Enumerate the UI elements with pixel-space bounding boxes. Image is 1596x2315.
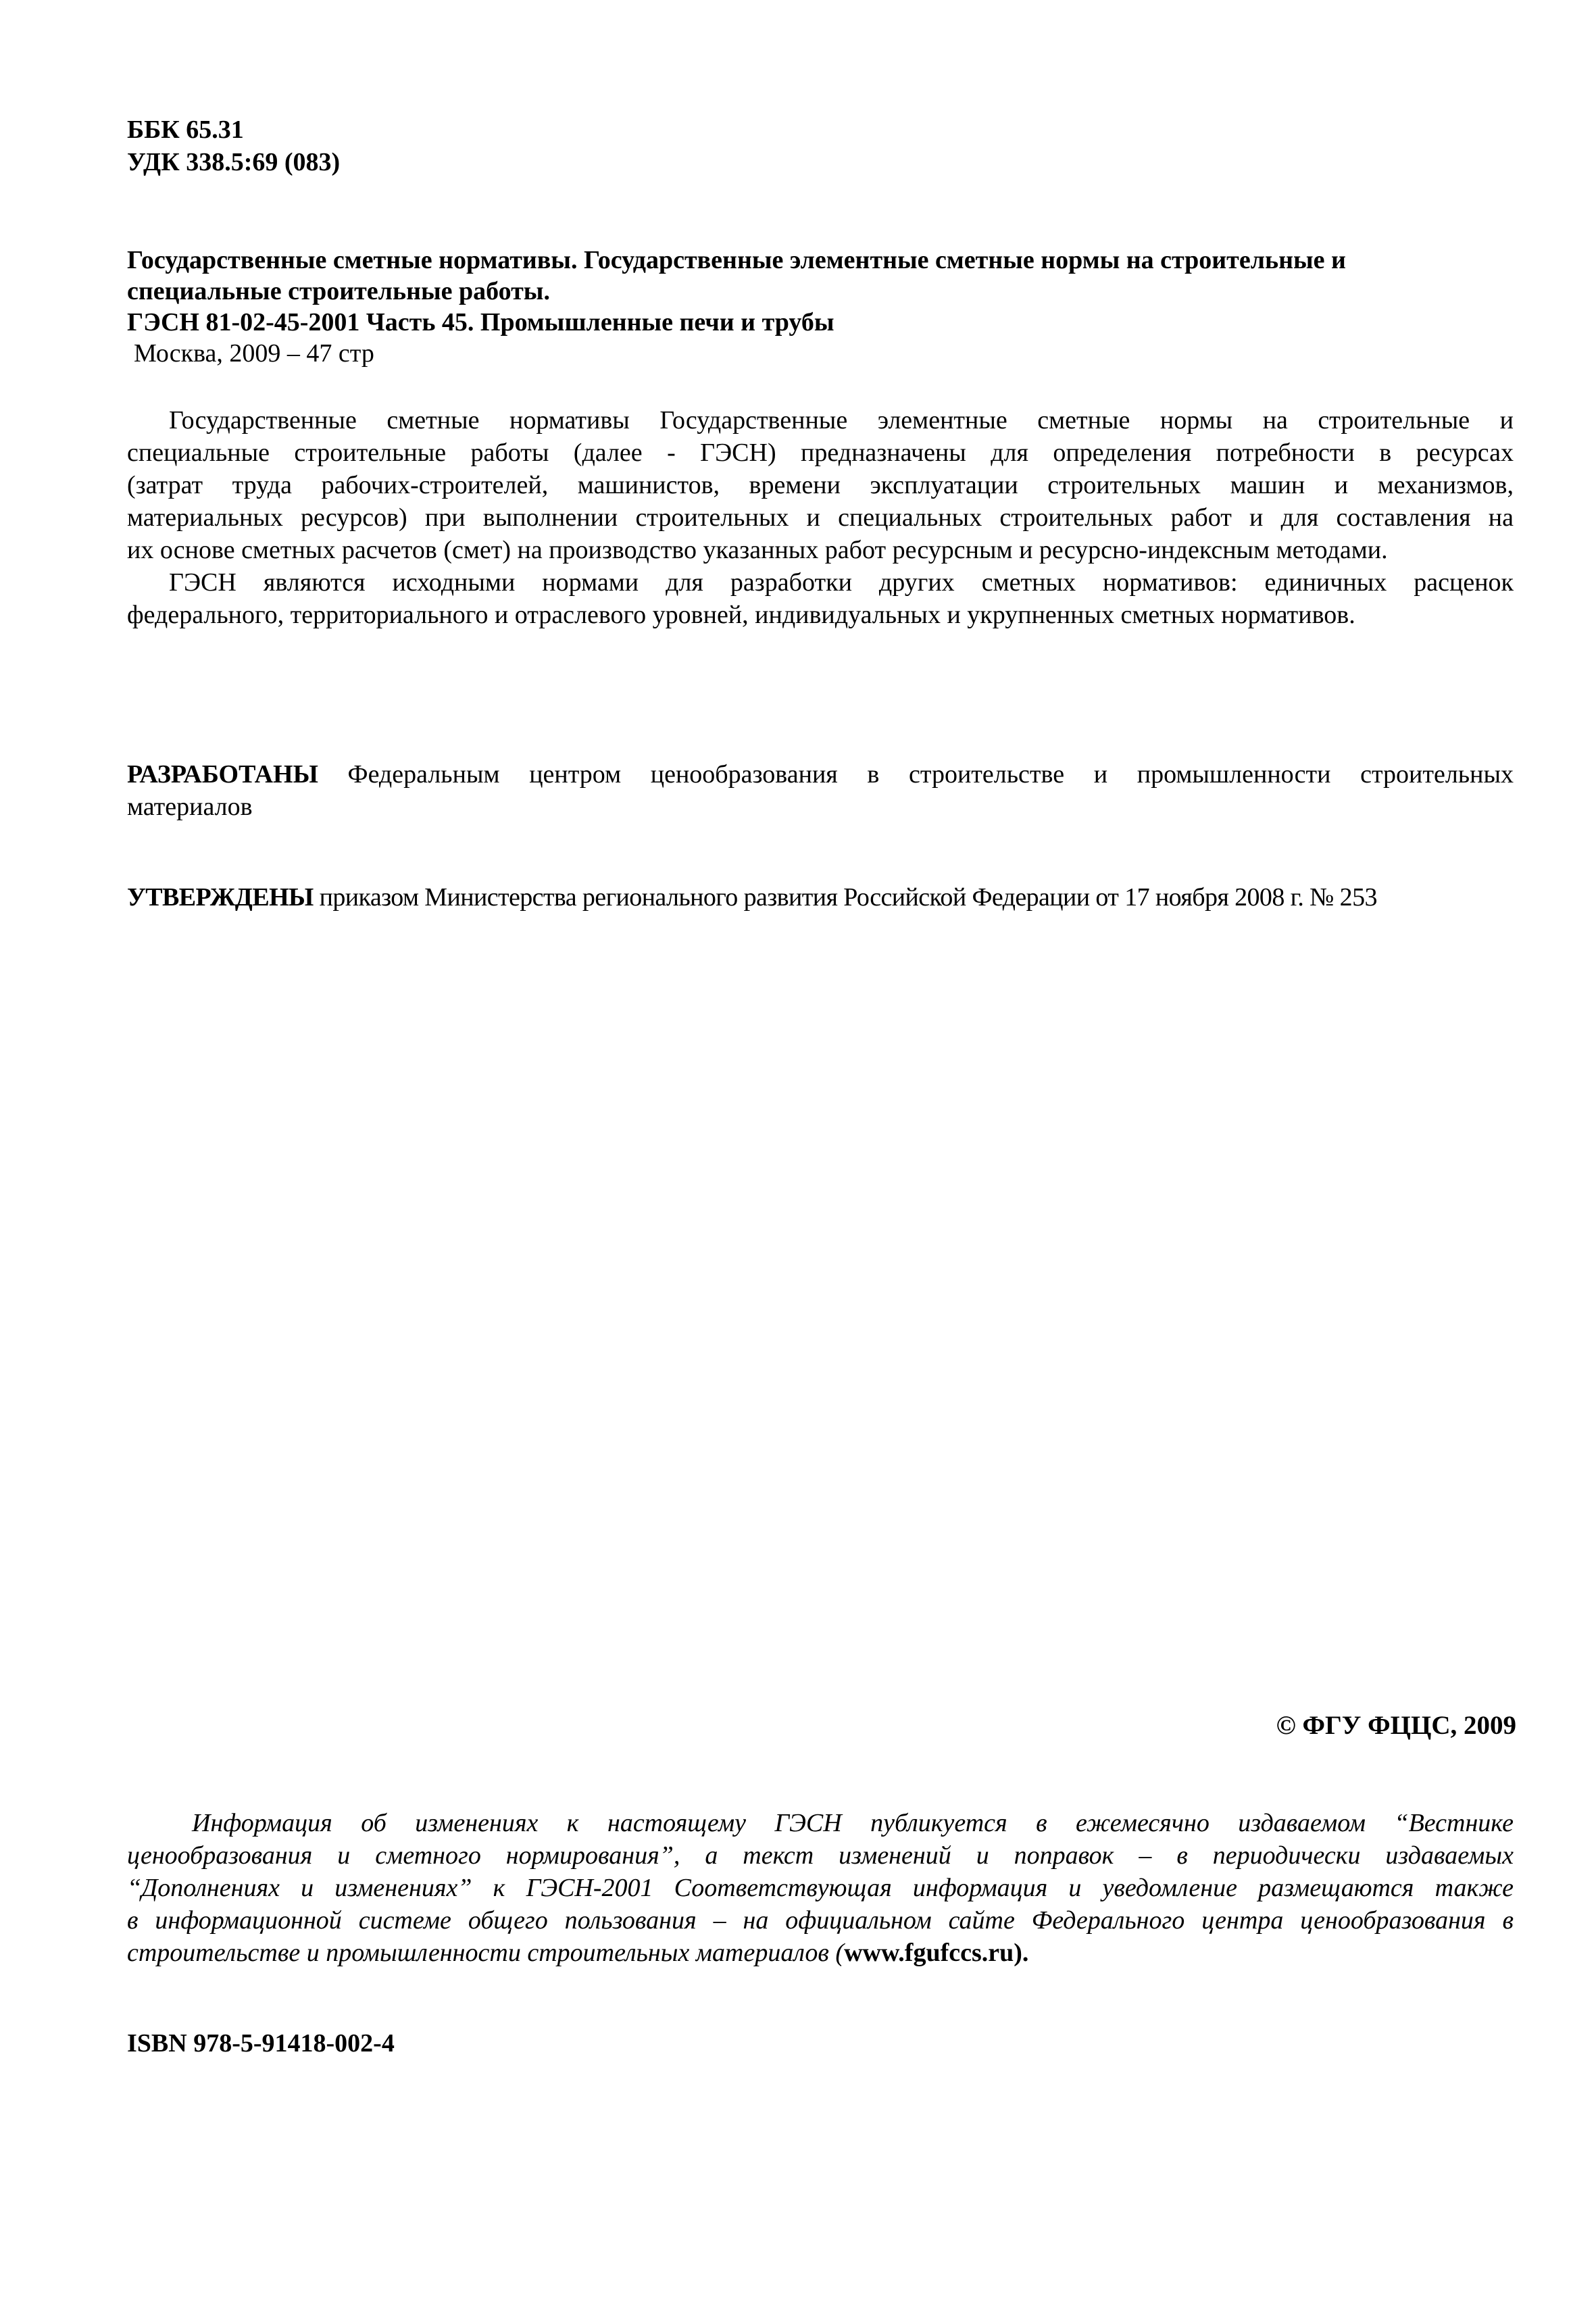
abstract-p2-line-1: ГЭСН являются исходными нормами для разработки других сметных нормативов: единичных расценок [169, 568, 1514, 597]
info-line-4: в информационной системе общего пользования – на официальном сайте Федерального центра ценообразования в [127, 1906, 1514, 1935]
title-line-1: Государственные сметные нормативы. Государственные элементные сметные нормы на строительные и [127, 246, 1346, 274]
website-link[interactable]: www.fgufccs.ru [844, 1939, 1014, 1967]
approved-text: приказом Министерства регионального развития Российской Федерации от 17 ноября 2008 г. № 253 [319, 883, 1377, 912]
info-line-1: Информация об изменениях к настоящему ГЭСН публикуется в ежемесячно издаваемом “Вестнике [192, 1809, 1514, 1837]
developed-text-2: материалов [127, 793, 253, 821]
developed-line-1 [127, 758, 1514, 791]
isbn-number: ISBN 978-5-91418-002-4 [127, 2029, 395, 2058]
info-notice [127, 1807, 1514, 1969]
info-line-3: “Дополнениях и изменениях” к ГЭСН-2001 Соответствующая информация и уведомление размещаются также [127, 1874, 1514, 1902]
title-line-2: специальные строительные работы. [127, 277, 550, 305]
classification-codes [127, 114, 1514, 178]
approved-label: УТВЕРЖДЕНЫ [127, 883, 314, 912]
abstract [127, 404, 1514, 631]
abstract-p1-line-2: специальные строительные работы (далее - ГЭСН) предназначены для определения потребности в ресурсах [127, 439, 1514, 467]
info-line-2: ценообразования и сметного нормирования”, а текст изменений и поправок – в периодически издаваемых [127, 1841, 1514, 1870]
developed-label: РАЗРАБОТАНЫ [127, 760, 318, 789]
abstract-p2-line-2: федерального, территориального и отраслевого уровней, индивидуальных и укрупненных сметных нормативов. [127, 601, 1355, 629]
approved-by-section [127, 881, 1514, 914]
approved-line [127, 881, 1514, 914]
udk-code: УДК 338.5:69 (083) [127, 148, 341, 176]
developed-text-1: Федеральным центром ценообразования в строительстве и промышленности строительных [347, 760, 1514, 789]
info-line-5 [127, 1937, 1514, 1969]
isbn-block [127, 2027, 1514, 2060]
developed-by-section [127, 758, 1514, 823]
abstract-p1-line-5: их основе сметных расчетов (смет) на производство указанных работ ресурсным и ресурсно-индексным методами. [127, 536, 1388, 564]
info-last-tail: ). [1014, 1939, 1029, 1967]
abstract-p1-line-4: материальных ресурсов) при выполнении строительных и специальных строительных работ и для составления на [127, 503, 1514, 532]
title-line-3: ГЭСН 81-02-45-2001 Часть 45. Промышленные печи и трубы [127, 308, 834, 337]
copyright-notice: © ФГУ ФЦЦС, 2009 [1276, 1711, 1516, 1740]
document-title-block [127, 245, 1514, 369]
info-last-text: строительстве и промышленности строительных материалов ( [127, 1939, 845, 1967]
abstract-p1-line-3: (затрат труда рабочих-строителей, машинистов, времени эксплуатации строительных машин и механизмов, [127, 471, 1514, 499]
publication-meta: Москва, 2009 – 47 стр [134, 339, 374, 368]
bbk-code: ББК 65.31 [127, 116, 244, 144]
abstract-p1-line-1: Государственные сметные нормативы Государственные элементные сметные нормы на строительные и [169, 406, 1514, 434]
